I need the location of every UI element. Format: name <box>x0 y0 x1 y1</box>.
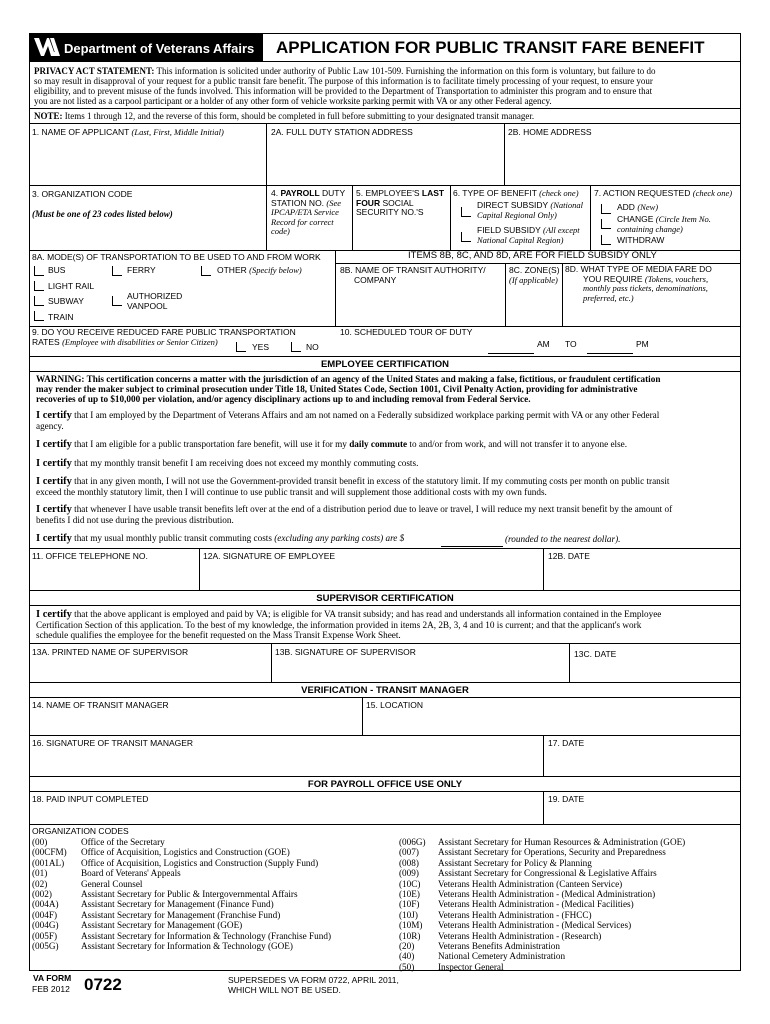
other-label: OTHER (Specify below) <box>217 265 302 275</box>
ssn-label: 5. EMPLOYEE'S LAST FOUR SOCIAL SECURITY NO.'S <box>356 188 445 217</box>
department-name: Department of Veterans Affairs <box>64 41 255 56</box>
ssn-field[interactable] <box>353 222 449 248</box>
office-phone-label: 11. OFFICE TELEPHONE NO. <box>32 551 148 561</box>
org-code-row <box>32 858 331 868</box>
org-code: (02) <box>32 878 48 889</box>
org-code-row <box>32 879 331 889</box>
org-code-name: National Cemetery Administration <box>438 951 566 962</box>
org-code-row <box>32 899 331 909</box>
duty-station-field[interactable] <box>267 140 503 184</box>
org-code-row <box>32 847 331 857</box>
supervisor-name-field[interactable] <box>30 660 270 681</box>
transit-manager-signature-field[interactable] <box>30 750 542 775</box>
org-code-name: Assistant Secretary for Congressional & Legislative Affairs <box>438 868 657 879</box>
change-checkbox[interactable] <box>601 219 611 229</box>
tour-to-label: TO <box>565 339 577 349</box>
org-code-name: Inspector General <box>438 961 504 972</box>
org-code-name: Veterans Health Administration (Canteen Service) <box>438 878 623 889</box>
add-label: ADD (New) <box>617 202 659 212</box>
zones-field[interactable] <box>506 288 561 324</box>
applicant-name-label: 1. NAME OF APPLICANT (Last, First, Middle Initial) <box>32 127 224 137</box>
org-code-name: Assistant Secretary for Policy & Planning <box>438 857 592 868</box>
reduced-fare-yes-label: YES <box>252 342 270 352</box>
form-title: APPLICATION FOR PUBLIC TRANSIT FARE BENEFIT <box>276 38 705 57</box>
supersedes-text: SUPERSEDES VA FORM 0722, APRIL 2011, WHICH WILL NOT BE USED. <box>228 975 399 995</box>
org-code-hint: (Must be one of 23 codes listed below) <box>32 209 173 219</box>
org-code: (10C) <box>399 878 421 889</box>
certify-5: I certify that whenever I have usable transit benefits left over at the end of a distribution period due to leave or travel, I will reduce my next transit benefit by the amount of benefits I did not use during the previous distribution. <box>36 504 673 525</box>
org-code-name: Office of Acquisition, Logistics and Construction (Supply Fund) <box>81 857 319 868</box>
org-code-row <box>399 879 685 889</box>
org-code-name: Assistant Secretary for Management (GOE) <box>81 920 243 931</box>
supervisor-date-label: 13C. DATE <box>574 649 617 659</box>
supervisor-signature-field[interactable] <box>272 660 568 681</box>
field-subsidy-label: FIELD SUBSIDY (All except National Capital Region) <box>477 225 580 245</box>
withdraw-label: WITHDRAW <box>617 235 665 245</box>
supervisor-cert-heading: SUPERVISOR CERTIFICATION <box>316 593 454 604</box>
org-code-name: Assistant Secretary for Operations, Security and Preparedness <box>438 847 666 858</box>
transit-manager-name-label: 14. NAME OF TRANSIT MANAGER <box>32 700 169 710</box>
field-subsidy-heading: ITEMS 8B, 8C, AND 8D, ARE FOR FIELD SUBSIDY ONLY <box>408 250 657 261</box>
office-phone-field[interactable] <box>30 563 198 589</box>
transit-manager-date-label: 17. DATE <box>548 738 585 748</box>
org-code-row <box>32 920 331 930</box>
vanpool-checkbox[interactable] <box>112 296 122 306</box>
org-code-row <box>32 931 331 941</box>
supervisor-date-field[interactable] <box>570 662 740 681</box>
org-code-row <box>399 868 685 878</box>
other-checkbox[interactable] <box>201 266 211 276</box>
vanpool-label: AUTHORIZED VANPOOL <box>127 291 183 311</box>
org-code: (10F) <box>399 899 420 910</box>
org-code: (10M) <box>399 920 423 931</box>
va-logo-icon <box>33 36 61 58</box>
action-requested-label: 7. ACTION REQUESTED (check one) <box>594 188 733 198</box>
location-label: 15. LOCATION <box>366 700 423 710</box>
org-code-row <box>32 910 331 920</box>
light-rail-label: LIGHT RAIL <box>48 281 95 291</box>
org-code-row <box>399 941 685 951</box>
org-code: (007) <box>399 847 419 858</box>
bus-label: BUS <box>48 265 66 275</box>
commuting-cost-field[interactable] <box>441 534 503 547</box>
location-field[interactable] <box>363 712 740 734</box>
org-code-name: Veterans Health Administration - (Medical Services) <box>438 920 632 931</box>
payroll-date-label: 19. DATE <box>548 794 585 804</box>
org-code-label: 3. ORGANIZATION CODE <box>32 189 133 199</box>
org-codes-left <box>32 837 331 951</box>
employee-signature-field[interactable] <box>200 563 542 589</box>
reduced-fare-label: 9. DO YOU RECEIVE REDUCED FARE PUBLIC TRANSPORTATION RATES (Employee with disabilities or Senior Citizen) <box>32 327 296 347</box>
reduced-fare-yes-checkbox[interactable] <box>236 342 246 352</box>
transit-manager-name-field[interactable] <box>30 712 361 734</box>
org-code: (10J) <box>399 909 418 920</box>
org-code-row <box>399 837 685 847</box>
org-code: (002) <box>32 889 52 900</box>
employee-signature-label: 12A. SIGNATURE OF EMPLOYEE <box>203 551 336 561</box>
form-number: 0722 <box>84 975 122 994</box>
verification-heading: VERIFICATION - TRANSIT MANAGER <box>301 685 469 696</box>
tour-pm-label: PM <box>636 339 649 349</box>
payroll-station-label: 4. PAYROLL DUTY STATION NO. (See IPCAP/ETA Service Record for correct code) <box>271 188 346 236</box>
add-checkbox[interactable] <box>601 204 611 214</box>
form-date-label: FEB 2012 <box>32 984 70 994</box>
transit-authority-label: 8B. NAME OF TRANSIT AUTHORITY/ COMPANY <box>340 265 486 285</box>
light-rail-checkbox[interactable] <box>34 281 44 291</box>
privacy-statement: PRIVACY ACT STATEMENT: This information is solicited under authority of Public Law 101-509. Furnishing the information on this form is voluntary, but failure to do so may result in disapproval of your request for a public transit fare benefit. The purpose of this information is to facilitate timely processing of your request, to ensure your eligibility, and to prevent misuse of the funds involved. This information will be provided to the Department of Transportation to administer this program and to ensure that you are not listed as a carpool participant or a holder of any other form of vehicle worksite parking permit with VA or any other Federal agency. <box>34 66 656 106</box>
org-code-name: Assistant Secretary for Information & Technology (GOE) <box>81 941 293 952</box>
org-code: (005G) <box>32 941 59 952</box>
home-address-field[interactable] <box>505 140 740 184</box>
org-code-name: Assistant Secretary for Management (Franchise Fund) <box>81 909 281 920</box>
org-code: (001AL) <box>32 857 65 868</box>
certify-2: I certify that I am eligible for a public transportation fare benefit, will use it for my daily commute to and/or from work, and will not transfer it to anyone else. <box>36 439 628 450</box>
org-code: (009) <box>399 868 419 879</box>
org-codes-right <box>399 837 685 972</box>
org-code: (01) <box>32 868 48 879</box>
change-label: CHANGE (Circle Item No. containing change) <box>617 214 711 234</box>
org-code-name: Veterans Health Administration - (Medical Facilities) <box>438 899 634 910</box>
ferry-checkbox[interactable] <box>112 266 122 276</box>
org-code: (004F) <box>32 909 58 920</box>
payroll-heading: FOR PAYROLL OFFICE USE ONLY <box>307 779 463 790</box>
benefit-type-label: 6. TYPE OF BENEFIT (check one) <box>453 188 579 198</box>
org-code-row <box>399 889 685 899</box>
warning-text: WARNING: This certification concerns a matter with the jurisdiction of an agency of the United States and making a false, fictitious, or fraudulent certification may render the maker subject to criminal prosecution under Title 18, United States Code, Section 1001, Civil Penalty Action, providing for administrative recoveries of up to $10,000 per violation, and/or agency disciplinary actions up to and including removal from Federal Service. <box>36 374 661 404</box>
org-code-row <box>399 951 685 961</box>
org-code-name: Board of Veterans' Appeals <box>81 868 181 879</box>
org-code: (008) <box>399 857 419 868</box>
field-subsidy-checkbox[interactable] <box>461 232 471 242</box>
train-label: TRAIN <box>48 312 74 322</box>
org-code-row <box>399 910 685 920</box>
media-fare-label: 8D. WHAT TYPE OF MEDIA FARE DO YOU REQUIRE (Tokens, vouchers, monthly pass tickets, denominations, preferred, etc.) <box>565 264 712 303</box>
rounded-hint: (rounded to the nearest dollar). <box>505 534 621 544</box>
paid-input-label: 18. PAID INPUT COMPLETED <box>32 794 149 804</box>
reduced-fare-no-label: NO <box>306 342 319 352</box>
employee-date-field[interactable] <box>544 563 740 589</box>
org-code-name: Office of the Secretary <box>81 837 165 847</box>
org-code: (10R) <box>399 930 421 941</box>
org-code-name: Assistant Secretary for Human Resources & Administration (GOE) <box>438 837 686 847</box>
zones-label: 8C. ZONE(S) (If applicable) <box>509 265 560 285</box>
org-code-name: Veterans Health Administration - (Research) <box>438 930 602 941</box>
org-codes-heading: ORGANIZATION CODES <box>32 826 129 836</box>
bus-checkbox[interactable] <box>34 266 44 276</box>
org-code-row <box>399 899 685 909</box>
reduced-fare-no-checkbox[interactable] <box>291 342 301 352</box>
tour-end-field[interactable] <box>587 340 633 354</box>
org-code-field[interactable] <box>30 222 265 248</box>
org-code-name: Assistant Secretary for Management (Finance Fund) <box>81 899 274 910</box>
org-code-row <box>399 920 685 930</box>
org-code: (005F) <box>32 930 58 941</box>
org-code-row <box>399 931 685 941</box>
org-code: (20) <box>399 941 415 952</box>
org-code: (10E) <box>399 889 420 900</box>
supervisor-certify: I certify that the above applicant is employed and paid by VA; is eligible for VA transit subsidy; and has read and understands all information contained in the Employee Certification Section of this application. To the best of my knowledge, the information provided in items 2A, 2B, 3, 4 and 10 is current; and that the applicant's work schedule qualifies the employee for the benefit requested on the Mass Transit Expense Work Sheet. <box>36 609 662 640</box>
duty-station-label: 2A. FULL DUTY STATION ADDRESS <box>271 127 413 137</box>
org-code-name: Office of Acquisition, Logistics and Construction (GOE) <box>81 847 290 858</box>
supervisor-name-label: 13A. PRINTED NAME OF SUPERVISOR <box>32 647 189 657</box>
org-code-row <box>399 962 685 972</box>
subway-label: SUBWAY <box>48 296 84 306</box>
org-code-row <box>32 868 331 878</box>
org-code-name: Veterans Benefits Administration <box>438 941 560 952</box>
org-code-row <box>32 889 331 899</box>
certify-4: I certify that in any given month, I will not use the Government-provided transit benefit in excess of the statutory limit. If my commuting costs per month on public transit exceed the monthly statutory limit, then I will continue to use public transit and will supplement those additional costs with my own funds. <box>36 476 670 497</box>
org-code: (50) <box>399 961 415 972</box>
org-code: (006G) <box>399 837 426 847</box>
ferry-label: FERRY <box>127 265 156 275</box>
org-code: (00CFM) <box>32 847 67 858</box>
va-form-label: VA FORM <box>33 973 72 983</box>
org-code: (00) <box>32 837 48 847</box>
transit-authority-field[interactable] <box>336 286 504 324</box>
org-code-name: Veterans Health Administration - (FHCC) <box>438 909 592 920</box>
tour-am-label: AM <box>537 339 550 349</box>
certify-3: I certify that my monthly transit benefit I am receiving does not exceed my monthly commuting costs. <box>36 458 419 469</box>
applicant-name-field[interactable] <box>30 140 265 184</box>
direct-subsidy-checkbox[interactable] <box>461 207 471 217</box>
certify-6: I certify that my usual monthly public transit commuting costs (excluding any parking costs) are $ <box>36 533 405 544</box>
transport-mode-label: 8A. MODE(S) OF TRANSPORTATION TO BE USED TO AND FROM WORK <box>32 252 321 262</box>
org-code-row <box>32 941 331 951</box>
employee-cert-heading: EMPLOYEE CERTIFICATION <box>320 359 450 370</box>
paid-input-field[interactable] <box>30 806 542 823</box>
tour-start-field[interactable] <box>488 340 534 354</box>
note: NOTE: Items 1 through 12, and the reverse of this form, should be completed in full before submitting to your designated transit manager. <box>34 111 535 121</box>
transit-manager-signature-label: 16. SIGNATURE OF TRANSIT MANAGER <box>32 738 194 748</box>
org-code-name: Assistant Secretary for Information & Technology (Franchise Fund) <box>81 930 331 941</box>
org-code-name: Veterans Health Administration - (Medical Administration) <box>438 889 656 900</box>
direct-subsidy-label: DIRECT SUBSIDY (National Capital Regional Only) <box>477 200 583 220</box>
subway-checkbox[interactable] <box>34 296 44 306</box>
org-code-name: General Counsel <box>81 878 143 889</box>
payroll-date-field[interactable] <box>544 806 740 823</box>
org-code-name: Assistant Secretary for Public & Intergovernmental Affairs <box>81 889 298 900</box>
withdraw-checkbox[interactable] <box>601 235 611 245</box>
org-code-row <box>32 837 331 847</box>
home-address-label: 2B. HOME ADDRESS <box>508 127 592 137</box>
org-code: (40) <box>399 951 415 962</box>
org-code: (004A) <box>32 899 59 910</box>
employee-date-label: 12B. DATE <box>548 551 590 561</box>
transit-manager-date-field[interactable] <box>544 750 740 775</box>
train-checkbox[interactable] <box>34 311 44 321</box>
org-code-row <box>399 858 685 868</box>
certify-1: I certify that I am employed by the Department of Veterans Affairs and am not named on a Federally subsidized workplace parking permit with VA or any other Federal agency. <box>36 410 660 431</box>
org-code-row <box>399 847 685 857</box>
org-code: (004G) <box>32 920 59 931</box>
tour-of-duty-label: 10. SCHEDULED TOUR OF DUTY <box>340 327 473 337</box>
other-specify-field[interactable] <box>200 278 334 324</box>
supervisor-signature-label: 13B. SIGNATURE OF SUPERVISOR <box>275 647 416 657</box>
